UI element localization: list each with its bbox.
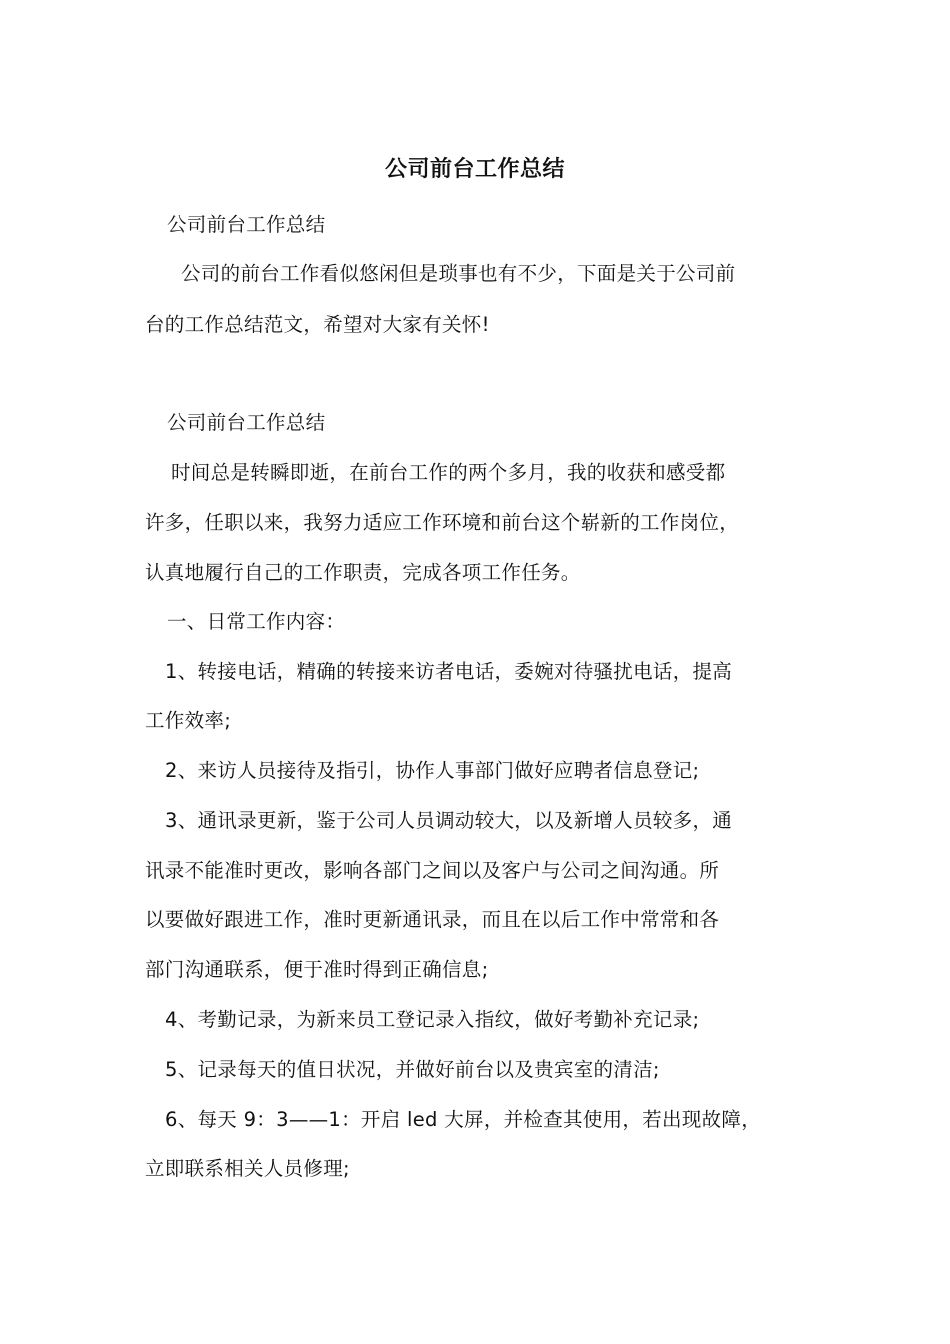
list-item-line: 5、记录每天的值日状况，并做好前台以及贵宾室的清洁; — [165, 1058, 660, 1081]
list-item-line: 4、考勤记录，为新来员工登记录入指纹，做好考勤补充记录; — [165, 1008, 700, 1031]
paragraph-line: 台的工作总结范文，希望对大家有关怀! — [145, 313, 490, 336]
paragraph-line: 认真地履行自己的工作职责，完成各项工作任务。 — [145, 561, 581, 584]
list-item-line: 讯录不能准时更改，影响各部门之间以及客户与公司之间沟通。所 — [145, 859, 720, 882]
list-item-line: 6、每天 9：3——1：开启 led 大屏，并检查其使用，若出现故障， — [165, 1108, 762, 1131]
paragraph-line: 时间总是转瞬即逝，在前台工作的两个多月，我的收获和感受都 — [171, 461, 726, 484]
list-item-line: 立即联系相关人员修理; — [145, 1157, 350, 1180]
list-item-line: 3、通讯录更新，鉴于公司人员调动较大，以及新增人员较多，通 — [165, 809, 733, 832]
list-item-line: 工作效率; — [145, 709, 232, 732]
paragraph-line: 公司的前台工作看似悠闲但是琐事也有不少，下面是关于公司前 — [181, 262, 736, 285]
list-item-line: 2、来访人员接待及指引，协作人事部门做好应聘者信息登记; — [165, 759, 700, 782]
subtitle-line: 公司前台工作总结 — [167, 411, 326, 434]
subtitle-line: 公司前台工作总结 — [167, 213, 326, 236]
paragraph-line: 许多，任职以来，我努力适应工作环境和前台这个崭新的工作岗位， — [145, 511, 740, 534]
list-item-line: 部门沟通联系，便于准时得到正确信息; — [145, 958, 489, 981]
document-title: 公司前台工作总结 — [384, 157, 565, 182]
list-item-line: 以要做好跟进工作，准时更新通讯录，而且在以后工作中常常和各 — [145, 908, 720, 931]
section-heading: 一、日常工作内容： — [167, 610, 346, 633]
list-item-line: 1、转接电话，精确的转接来访者电话，委婉对待骚扰电话，提高 — [165, 660, 733, 683]
